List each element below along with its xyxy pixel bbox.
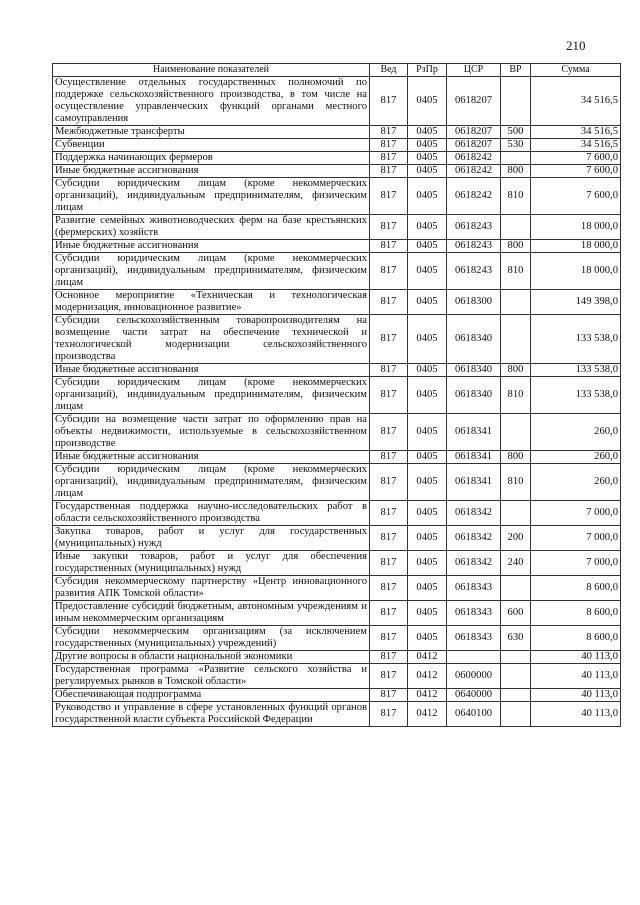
row-sum: 18 000,0 (531, 253, 621, 290)
table-row (53, 165, 621, 178)
row-sum: 133 538,0 (531, 364, 621, 377)
row-name: Закупка товаров, работ и услуг для государственных (муниципальных) нужд (53, 526, 370, 551)
row-vr: 800 (501, 451, 531, 464)
row-csr: 0640100 (447, 702, 501, 727)
row-vr (501, 414, 531, 451)
row-ved: 817 (370, 451, 408, 464)
row-ved: 817 (370, 364, 408, 377)
row-ved: 817 (370, 689, 408, 702)
row-vr: 810 (501, 253, 531, 290)
row-name: Руководство и управление в сфере установленных функций органов государственной власти субъекта Российской Федерации (53, 702, 370, 727)
row-rzpr: 0405 (408, 139, 447, 152)
row-rzpr: 0405 (408, 464, 447, 501)
row-sum: 8 600,0 (531, 601, 621, 626)
row-csr: 0618343 (447, 576, 501, 601)
row-csr: 0618342 (447, 501, 501, 526)
header-sum: Сумма (531, 64, 621, 77)
table-row (53, 451, 621, 464)
row-rzpr: 0412 (408, 651, 447, 664)
row-ved: 817 (370, 215, 408, 240)
row-name: Иные бюджетные ассигнования (53, 165, 370, 178)
row-rzpr: 0405 (408, 364, 447, 377)
table-row (53, 601, 621, 626)
row-vr: 810 (501, 464, 531, 501)
row-ved: 817 (370, 165, 408, 178)
row-ved: 817 (370, 315, 408, 364)
row-csr: 0618207 (447, 126, 501, 139)
row-name: Субсидия некоммерческому партнерству «Центр инновационного развития АПК Томской области» (53, 576, 370, 601)
budget-table (52, 63, 621, 727)
row-csr: 0618243 (447, 240, 501, 253)
row-name: Иные закупки товаров, работ и услуг для обеспечения государственных (муниципальных) нужд (53, 551, 370, 576)
row-ved: 817 (370, 152, 408, 165)
row-sum: 7 600,0 (531, 178, 621, 215)
row-csr: 0618242 (447, 152, 501, 165)
row-name: Иные бюджетные ассигнования (53, 240, 370, 253)
row-sum: 133 538,0 (531, 315, 621, 364)
row-csr: 0600000 (447, 664, 501, 689)
row-csr: 0618207 (447, 77, 501, 126)
row-sum: 7 000,0 (531, 501, 621, 526)
row-vr: 530 (501, 139, 531, 152)
row-name: Субсидии юридическим лицам (кроме некоммерческих организаций), индивидуальным предпринимателям, физическим лицам (53, 178, 370, 215)
row-rzpr: 0405 (408, 77, 447, 126)
page-number: 210 (566, 38, 586, 53)
row-csr: 0618340 (447, 364, 501, 377)
row-csr: 0618243 (447, 215, 501, 240)
table-row (53, 702, 621, 727)
row-csr: 0618207 (447, 139, 501, 152)
row-sum: 7 000,0 (531, 551, 621, 576)
header-csr: ЦСР (447, 64, 501, 77)
row-ved: 817 (370, 601, 408, 626)
header-name: Наименование показателей (53, 64, 370, 77)
row-vr: 600 (501, 601, 531, 626)
row-name: Государственная поддержка научно-исследовательских работ в области сельскохозяйственного производства (53, 501, 370, 526)
row-sum: 7 600,0 (531, 165, 621, 178)
row-ved: 817 (370, 253, 408, 290)
row-rzpr: 0405 (408, 551, 447, 576)
table-header-row (53, 64, 621, 77)
row-sum: 40 113,0 (531, 689, 621, 702)
row-name: Другие вопросы в области национальной экономики (53, 651, 370, 664)
row-csr: 0618342 (447, 551, 501, 576)
row-sum: 34 516,5 (531, 77, 621, 126)
table-row (53, 253, 621, 290)
row-ved: 817 (370, 77, 408, 126)
row-sum: 133 538,0 (531, 377, 621, 414)
row-sum: 260,0 (531, 451, 621, 464)
row-csr: 0618242 (447, 178, 501, 215)
row-vr: 500 (501, 126, 531, 139)
row-ved: 817 (370, 651, 408, 664)
row-vr (501, 576, 531, 601)
row-sum: 260,0 (531, 464, 621, 501)
row-ved: 817 (370, 664, 408, 689)
table-row (53, 689, 621, 702)
row-csr: 0640000 (447, 689, 501, 702)
row-name: Субсидии юридическим лицам (кроме некоммерческих организаций), индивидуальным предпринимателям, физическим лицам (53, 377, 370, 414)
row-vr: 200 (501, 526, 531, 551)
table-row (53, 178, 621, 215)
row-sum: 7 600,0 (531, 152, 621, 165)
table-row (53, 77, 621, 126)
row-csr (447, 651, 501, 664)
row-vr (501, 215, 531, 240)
row-rzpr: 0405 (408, 126, 447, 139)
row-vr: 810 (501, 377, 531, 414)
row-sum: 34 516,5 (531, 139, 621, 152)
row-rzpr: 0405 (408, 414, 447, 451)
row-vr: 240 (501, 551, 531, 576)
header-rzpr: РзПр (408, 64, 447, 77)
row-name: Субсидии юридическим лицам (кроме некоммерческих организаций), индивидуальным предпринимателям, физическим лицам (53, 253, 370, 290)
row-rzpr: 0405 (408, 451, 447, 464)
row-vr: 800 (501, 165, 531, 178)
row-csr: 0618243 (447, 253, 501, 290)
table-row (53, 551, 621, 576)
row-ved: 817 (370, 290, 408, 315)
table-body (53, 77, 621, 727)
row-csr: 0618340 (447, 315, 501, 364)
row-vr (501, 702, 531, 727)
table-row (53, 377, 621, 414)
row-vr: 800 (501, 240, 531, 253)
row-ved: 817 (370, 626, 408, 651)
table-row (53, 664, 621, 689)
row-csr: 0618343 (447, 626, 501, 651)
row-vr (501, 651, 531, 664)
row-name: Осуществление отдельных государственных полномочий по поддержке сельскохозяйственного производства, в том числе на осуществление управленческих функций органами местного самоуправления (53, 77, 370, 126)
row-vr (501, 501, 531, 526)
row-sum: 18 000,0 (531, 215, 621, 240)
row-name: Поддержка начинающих фермеров (53, 152, 370, 165)
row-name: Субвенции (53, 139, 370, 152)
row-ved: 817 (370, 526, 408, 551)
row-sum: 34 516,5 (531, 126, 621, 139)
row-ved: 817 (370, 464, 408, 501)
row-ved: 817 (370, 126, 408, 139)
row-name: Субсидии некоммерческим организациям (за исключением государственных (муниципальных) учреждений) (53, 626, 370, 651)
row-name: Основное мероприятие «Техническая и технологическая модернизация, инновационное развитие» (53, 290, 370, 315)
table-row (53, 315, 621, 364)
table-row (53, 240, 621, 253)
table-row (53, 626, 621, 651)
table-row (53, 152, 621, 165)
table-row (53, 364, 621, 377)
row-vr (501, 152, 531, 165)
row-name: Развитие семейных животноводческих ферм на базе крестьянских (фермерских) хозяйств (53, 215, 370, 240)
row-csr: 0618343 (447, 601, 501, 626)
row-ved: 817 (370, 551, 408, 576)
row-csr: 0618342 (447, 526, 501, 551)
row-rzpr: 0405 (408, 253, 447, 290)
row-csr: 0618300 (447, 290, 501, 315)
row-name: Предоставление субсидий бюджетным, автономным учреждениям и иным некоммерческим организациям (53, 601, 370, 626)
row-rzpr: 0405 (408, 377, 447, 414)
row-ved: 817 (370, 377, 408, 414)
table-row (53, 576, 621, 601)
table-row (53, 215, 621, 240)
row-name: Государственная программа «Развитие сельского хозяйства и регулируемых рынков в Томской области» (53, 664, 370, 689)
row-name: Межбюджетные трансферты (53, 126, 370, 139)
row-sum: 7 000,0 (531, 526, 621, 551)
row-vr: 630 (501, 626, 531, 651)
row-rzpr: 0405 (408, 626, 447, 651)
row-csr: 0618242 (447, 165, 501, 178)
row-vr (501, 689, 531, 702)
table-row (53, 651, 621, 664)
table-row (53, 126, 621, 139)
table-row (53, 290, 621, 315)
row-name: Субсидии на возмещение части затрат по оформлению прав на объекты недвижимости, используемые в сельскохозяйственном производстве (53, 414, 370, 451)
row-ved: 817 (370, 501, 408, 526)
row-rzpr: 0405 (408, 165, 447, 178)
row-ved: 817 (370, 139, 408, 152)
row-vr (501, 290, 531, 315)
row-csr: 0618341 (447, 451, 501, 464)
row-rzpr: 0405 (408, 315, 447, 364)
row-rzpr: 0412 (408, 689, 447, 702)
row-ved: 817 (370, 178, 408, 215)
table-row (53, 139, 621, 152)
row-vr: 810 (501, 178, 531, 215)
row-ved: 817 (370, 240, 408, 253)
row-sum: 149 398,0 (531, 290, 621, 315)
row-sum: 18 000,0 (531, 240, 621, 253)
row-sum: 40 113,0 (531, 702, 621, 727)
row-ved: 817 (370, 702, 408, 727)
row-rzpr: 0405 (408, 576, 447, 601)
row-rzpr: 0405 (408, 152, 447, 165)
row-name: Иные бюджетные ассигнования (53, 451, 370, 464)
row-rzpr: 0405 (408, 601, 447, 626)
row-sum: 40 113,0 (531, 664, 621, 689)
header-ved: Вед (370, 64, 408, 77)
row-ved: 817 (370, 414, 408, 451)
row-name: Иные бюджетные ассигнования (53, 364, 370, 377)
row-vr (501, 77, 531, 126)
row-vr (501, 315, 531, 364)
row-ved: 817 (370, 576, 408, 601)
row-name: Субсидии юридическим лицам (кроме некоммерческих организаций), индивидуальным предпринимателям, физическим лицам (53, 464, 370, 501)
table-row (53, 464, 621, 501)
row-csr: 0618341 (447, 464, 501, 501)
row-csr: 0618340 (447, 377, 501, 414)
row-rzpr: 0405 (408, 501, 447, 526)
row-rzpr: 0405 (408, 215, 447, 240)
row-rzpr: 0405 (408, 240, 447, 253)
row-rzpr: 0405 (408, 290, 447, 315)
row-csr: 0618341 (447, 414, 501, 451)
row-sum: 8 600,0 (531, 576, 621, 601)
table-row (53, 501, 621, 526)
table-row (53, 414, 621, 451)
row-rzpr: 0412 (408, 702, 447, 727)
row-sum: 40 113,0 (531, 651, 621, 664)
row-rzpr: 0405 (408, 178, 447, 215)
row-name: Обеспечивающая подпрограмма (53, 689, 370, 702)
row-vr: 800 (501, 364, 531, 377)
row-rzpr: 0412 (408, 664, 447, 689)
row-sum: 8 600,0 (531, 626, 621, 651)
row-sum: 260,0 (531, 414, 621, 451)
row-vr (501, 664, 531, 689)
row-name: Субсидии сельскохозяйственным товаропроизводителям на возмещение части затрат на обеспечение технической и технологической модернизации сельскохозяйственного производства (53, 315, 370, 364)
row-rzpr: 0405 (408, 526, 447, 551)
header-vr: ВР (501, 64, 531, 77)
table-row (53, 526, 621, 551)
